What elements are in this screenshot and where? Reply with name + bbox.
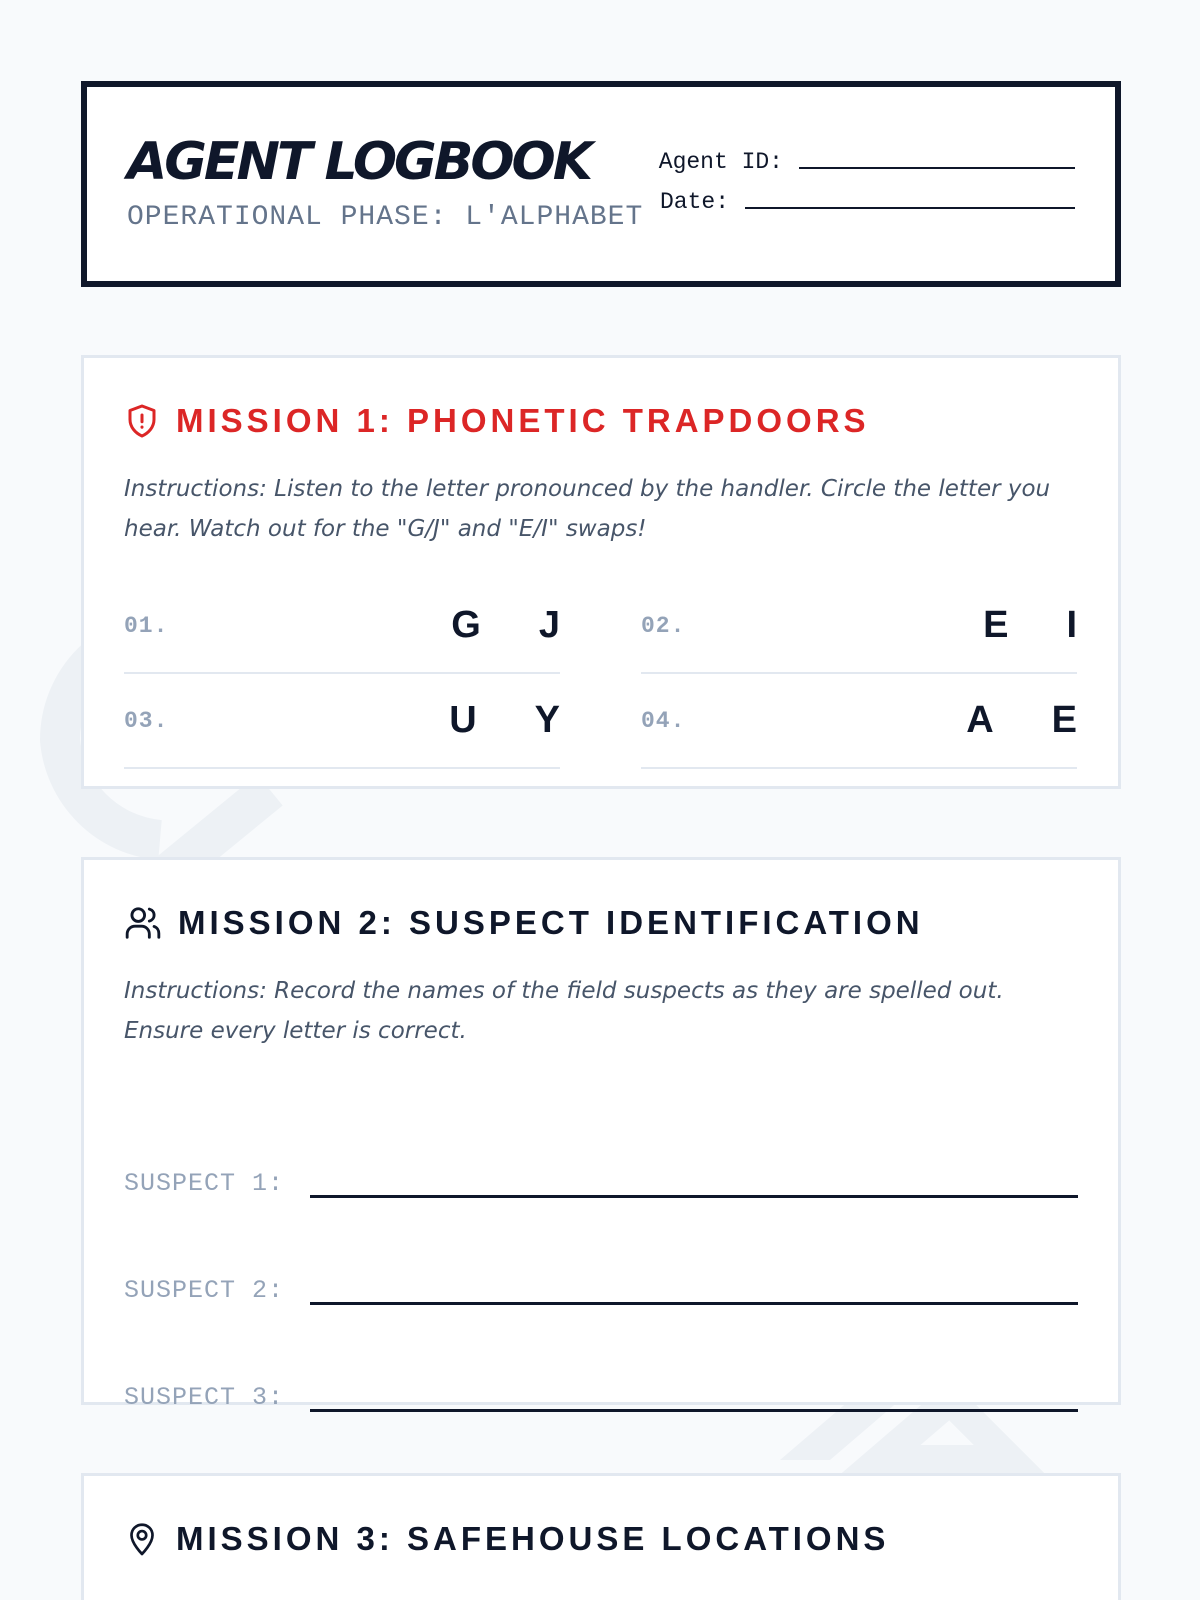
header-title-group <box>127 131 644 233</box>
suspect-label: SUSPECT 3: <box>124 1383 285 1412</box>
suspect-label: SUSPECT 1: <box>124 1169 285 1198</box>
map-pin-icon <box>124 1520 160 1558</box>
logbook-header <box>81 81 1121 287</box>
mission-1-title-row <box>124 401 1078 441</box>
mission-3-title: MISSION 3: SAFEHOUSE LOCATIONS <box>176 1520 890 1557</box>
date-label: Date: <box>659 189 729 215</box>
mission-1-instructions: Instructions: Listen to the letter pronounced by the handler. Circle the letter you hear. Watch out for the "G/J" and "E/I" swaps! <box>124 476 1051 542</box>
suspect-name-line[interactable] <box>310 1302 1078 1305</box>
letter-choices <box>983 604 1077 647</box>
letter-choice[interactable]: E <box>983 604 1009 646</box>
letter-choices <box>966 699 1077 742</box>
header-meta-fields <box>659 149 1075 215</box>
suspect-name-line[interactable] <box>310 1195 1078 1198</box>
mission-3-title-row <box>124 1519 1078 1559</box>
phonetic-item <box>124 674 560 769</box>
suspect-row <box>124 1309 1078 1416</box>
users-icon <box>124 904 162 942</box>
phonetic-item <box>124 579 560 674</box>
mission-2-title-row <box>124 903 1078 943</box>
letter-choice[interactable]: A <box>966 699 994 741</box>
letter-choice[interactable]: J <box>538 604 560 646</box>
mission-3-card <box>81 1473 1121 1600</box>
phonetic-grid <box>124 579 1078 769</box>
phase-subtitle: OPERATIONAL PHASE: L'ALPHABET <box>127 201 644 233</box>
suspect-name-line[interactable] <box>310 1409 1078 1412</box>
phonetic-item <box>641 579 1077 674</box>
suspect-row <box>124 1095 1078 1202</box>
mission-2-title: MISSION 2: SUSPECT IDENTIFICATION <box>178 904 924 941</box>
item-number: 02. <box>641 612 686 639</box>
page-title: AGENT LOGBOOK <box>127 131 591 192</box>
letter-choice[interactable]: I <box>1066 604 1077 646</box>
suspect-list <box>124 1095 1078 1416</box>
mission-2-instructions: Instructions: Record the names of the field suspects as they are spelled out. Ensure every letter is correct. <box>124 978 1004 1044</box>
date-line[interactable] <box>745 207 1075 209</box>
agent-id-label: Agent ID: <box>658 149 783 175</box>
letter-choice[interactable]: U <box>449 699 477 741</box>
phonetic-item <box>641 674 1077 769</box>
mission-2-card <box>81 857 1121 1412</box>
mission-1-card <box>81 355 1121 789</box>
item-number: 01. <box>124 612 169 639</box>
letter-choice[interactable]: G <box>451 604 481 646</box>
item-number: 03. <box>124 707 169 734</box>
letter-choices <box>449 699 560 742</box>
suspect-row <box>124 1202 1078 1309</box>
letter-choice[interactable]: Y <box>534 699 560 741</box>
item-number: 04. <box>641 707 686 734</box>
mission-1-title: MISSION 1: PHONETIC TRAPDOORS <box>176 402 870 439</box>
letter-choices <box>451 604 560 647</box>
logbook-page <box>81 0 1121 1600</box>
agent-id-field <box>659 149 1075 175</box>
date-field <box>659 189 1075 215</box>
suspect-label: SUSPECT 2: <box>124 1276 285 1305</box>
shield-alert-icon <box>124 402 160 440</box>
agent-id-line[interactable] <box>799 167 1075 169</box>
letter-choice[interactable]: E <box>1051 699 1077 741</box>
